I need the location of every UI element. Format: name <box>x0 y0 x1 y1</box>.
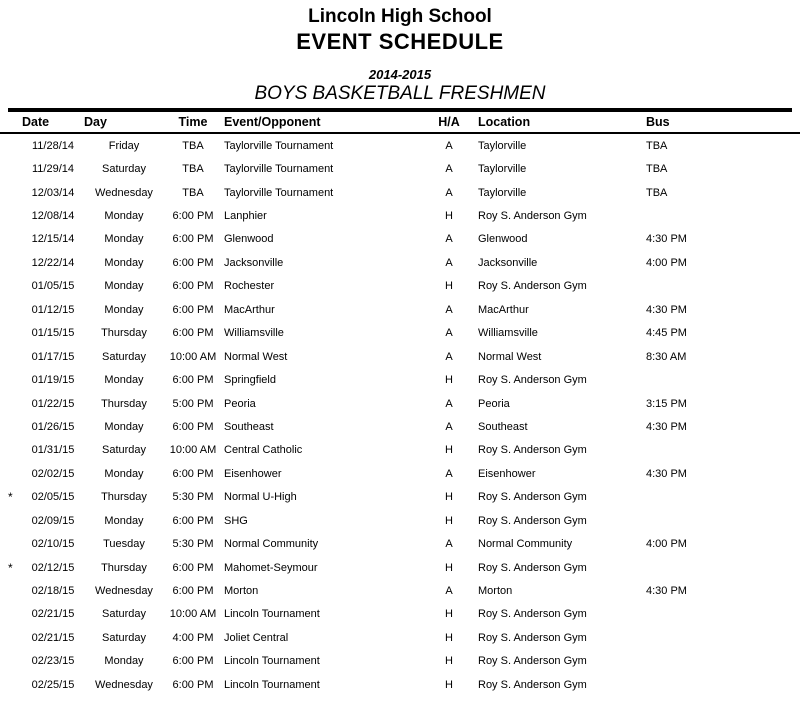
time-cell: 6:00 PM <box>172 467 214 480</box>
location-cell: Taylorville <box>478 163 527 176</box>
date-cell: 12/03/14 <box>31 186 75 199</box>
row-flag <box>0 439 22 462</box>
row-flag <box>0 298 22 321</box>
location-cell: Roy S. Anderson Gym <box>478 374 587 387</box>
time-cell: TBA <box>182 163 204 176</box>
location-cell: Taylorville <box>478 186 527 199</box>
homeaway-column-header: H/A <box>428 112 470 133</box>
location-cell: Roy S. Anderson Gym <box>478 655 587 668</box>
day-cell: Monday <box>104 210 144 223</box>
event-cell: Normal Community <box>224 538 319 551</box>
table-row <box>0 228 800 251</box>
location-cell: Taylorville <box>478 139 527 152</box>
day-cell: Thursday <box>101 327 147 340</box>
location-cell: Peoria <box>478 397 510 410</box>
event-cell: Peoria <box>224 397 256 410</box>
homeaway-cell: H <box>445 210 453 223</box>
location-cell: Roy S. Anderson Gym <box>478 280 587 293</box>
time-cell: 6:00 PM <box>172 561 214 574</box>
time-cell: 6:00 PM <box>172 327 214 340</box>
row-flag <box>0 204 22 227</box>
bus-cell <box>638 603 800 626</box>
bus-cell: 4:00 PM <box>646 538 687 551</box>
table-row <box>0 603 800 626</box>
date-cell: 12/22/14 <box>31 256 75 269</box>
bus-cell: 4:30 PM <box>646 303 687 316</box>
row-flag <box>0 532 22 555</box>
bus-cell <box>638 368 800 391</box>
row-flag <box>0 650 22 673</box>
event-cell: Southeast <box>224 420 274 433</box>
day-cell: Monday <box>104 374 144 387</box>
row-flag <box>0 579 22 602</box>
time-cell: 6:00 PM <box>172 678 214 691</box>
schedule-rows <box>0 133 800 697</box>
time-cell: 6:00 PM <box>172 280 214 293</box>
day-column-header: Day <box>84 112 164 133</box>
row-flag <box>0 228 22 251</box>
date-cell: 01/05/15 <box>31 280 75 293</box>
row-flag <box>0 251 22 274</box>
table-row <box>0 345 800 368</box>
day-cell: Monday <box>104 256 144 269</box>
date-cell: 12/08/14 <box>31 210 75 223</box>
title-block <box>0 6 800 105</box>
homeaway-cell: A <box>445 538 453 551</box>
location-cell: Glenwood <box>478 233 528 246</box>
day-cell: Monday <box>104 655 144 668</box>
day-cell: Saturday <box>101 444 147 457</box>
homeaway-cell: H <box>445 280 453 293</box>
event-cell: Taylorville Tournament <box>224 163 334 176</box>
row-flag <box>0 626 22 649</box>
bus-cell: 4:45 PM <box>646 327 687 340</box>
bus-cell: TBA <box>646 139 668 152</box>
location-cell: Southeast <box>478 420 528 433</box>
time-cell: 6:00 PM <box>172 374 214 387</box>
homeaway-cell: H <box>445 491 453 504</box>
day-cell: Monday <box>104 233 144 246</box>
bus-cell <box>638 439 800 462</box>
event-cell: Jacksonville <box>224 256 284 269</box>
row-flag <box>0 415 22 438</box>
time-cell: 6:00 PM <box>172 420 214 433</box>
homeaway-cell: H <box>445 608 453 621</box>
event-cell: Lincoln Tournament <box>224 608 320 621</box>
day-cell: Wednesday <box>95 678 153 691</box>
day-cell: Thursday <box>101 561 147 574</box>
row-flag: * <box>8 490 13 505</box>
day-cell: Monday <box>104 280 144 293</box>
date-cell: 02/18/15 <box>31 585 75 598</box>
day-cell: Monday <box>104 303 144 316</box>
location-cell: Roy S. Anderson Gym <box>478 608 587 621</box>
event-cell: Normal U-High <box>224 491 297 504</box>
time-cell: 4:00 PM <box>172 631 214 644</box>
bus-cell: TBA <box>646 186 668 199</box>
day-cell: Monday <box>104 514 144 527</box>
date-cell: 01/31/15 <box>31 444 75 457</box>
bus-cell <box>638 650 800 673</box>
bus-cell <box>638 673 800 696</box>
date-cell: 01/19/15 <box>31 374 75 387</box>
location-cell: Jacksonville <box>478 256 538 269</box>
time-column-header: Time <box>164 112 222 133</box>
table-row <box>0 368 800 391</box>
homeaway-cell: A <box>445 467 453 480</box>
location-cell: Normal Community <box>478 538 573 551</box>
flag-column-header <box>0 112 22 133</box>
bus-cell: 4:30 PM <box>646 420 687 433</box>
date-cell: 02/02/15 <box>31 467 75 480</box>
bus-cell <box>638 204 800 227</box>
event-cell: SHG <box>224 514 248 527</box>
team-subtitle: BOYS BASKETBALL FRESHMEN <box>254 83 546 104</box>
date-cell: 02/21/15 <box>31 608 75 621</box>
date-cell: 02/05/15 <box>31 491 75 504</box>
date-cell: 02/23/15 <box>31 655 75 668</box>
date-cell: 02/10/15 <box>31 538 75 551</box>
location-cell: Morton <box>478 585 513 598</box>
bus-cell: 3:15 PM <box>646 397 687 410</box>
table-row <box>0 275 800 298</box>
day-cell: Monday <box>104 467 144 480</box>
day-cell: Wednesday <box>95 585 153 598</box>
event-cell: Glenwood <box>224 233 274 246</box>
date-cell: 01/15/15 <box>31 327 75 340</box>
time-cell: 10:00 AM <box>169 608 217 621</box>
day-cell: Saturday <box>101 350 147 363</box>
location-cell: MacArthur <box>478 303 529 316</box>
row-flag <box>0 345 22 368</box>
date-cell: 02/09/15 <box>31 514 75 527</box>
bus-cell: 4:30 PM <box>646 467 687 480</box>
table-row <box>0 439 800 462</box>
date-cell: 12/15/14 <box>31 233 75 246</box>
table-row <box>0 133 800 157</box>
date-cell: 01/17/15 <box>31 350 75 363</box>
row-flag <box>0 181 22 204</box>
event-cell: Joliet Central <box>224 631 289 644</box>
homeaway-cell: A <box>445 303 453 316</box>
day-cell: Wednesday <box>95 186 153 199</box>
table-row <box>0 251 800 274</box>
event-cell: Morton <box>224 585 259 598</box>
homeaway-cell: H <box>445 655 453 668</box>
homeaway-cell: A <box>445 350 453 363</box>
bus-cell: 4:00 PM <box>646 256 687 269</box>
homeaway-cell: A <box>445 163 453 176</box>
school-name: Lincoln High School <box>308 6 492 27</box>
row-flag <box>0 462 22 485</box>
date-column-header: Date <box>22 112 84 133</box>
event-cell: Williamsville <box>224 327 284 340</box>
season-label: 2014-2015 <box>368 67 432 82</box>
bus-cell: 4:30 PM <box>646 233 687 246</box>
table-row <box>0 204 800 227</box>
table-row <box>0 415 800 438</box>
time-cell: 10:00 AM <box>169 444 217 457</box>
date-cell: 02/21/15 <box>31 631 75 644</box>
bus-cell <box>638 275 800 298</box>
date-cell: 01/26/15 <box>31 420 75 433</box>
location-cell: Roy S. Anderson Gym <box>478 210 587 223</box>
bus-cell <box>638 486 800 509</box>
table-header <box>0 112 800 133</box>
location-cell: Roy S. Anderson Gym <box>478 631 587 644</box>
schedule-table <box>0 112 800 697</box>
time-cell: 6:00 PM <box>172 585 214 598</box>
date-cell: 02/12/15 <box>31 561 75 574</box>
homeaway-cell: A <box>445 139 453 152</box>
homeaway-cell: A <box>445 397 453 410</box>
day-cell: Tuesday <box>103 538 145 551</box>
bus-cell <box>638 626 800 649</box>
table-row <box>0 579 800 602</box>
row-flag <box>0 133 22 157</box>
event-cell: Lanphier <box>224 210 267 223</box>
day-cell: Saturday <box>101 163 147 176</box>
table-row <box>0 392 800 415</box>
location-cell: Roy S. Anderson Gym <box>478 678 587 691</box>
bus-cell <box>638 509 800 532</box>
time-cell: TBA <box>182 139 204 152</box>
location-cell: Eisenhower <box>478 467 536 480</box>
date-cell: 01/12/15 <box>31 303 75 316</box>
table-row <box>0 298 800 321</box>
homeaway-cell: A <box>445 420 453 433</box>
table-row <box>0 462 800 485</box>
homeaway-cell: H <box>445 561 453 574</box>
location-cell: Roy S. Anderson Gym <box>478 444 587 457</box>
event-cell: Mahomet-Seymour <box>224 561 318 574</box>
homeaway-cell: H <box>445 514 453 527</box>
time-cell: 5:30 PM <box>172 491 214 504</box>
table-row <box>0 626 800 649</box>
day-cell: Saturday <box>101 631 147 644</box>
row-flag: * <box>8 560 13 575</box>
location-cell: Williamsville <box>478 327 538 340</box>
row-flag <box>0 368 22 391</box>
row-flag <box>0 322 22 345</box>
event-cell: Springfield <box>224 374 276 387</box>
table-row <box>0 322 800 345</box>
time-cell: 5:30 PM <box>172 538 214 551</box>
table-row <box>0 532 800 555</box>
table-row <box>0 556 800 579</box>
date-cell: 01/22/15 <box>31 397 75 410</box>
row-flag <box>0 673 22 696</box>
event-cell: Rochester <box>224 280 275 293</box>
homeaway-cell: A <box>445 256 453 269</box>
table-row <box>0 181 800 204</box>
day-cell: Saturday <box>101 608 147 621</box>
table-row <box>0 486 800 509</box>
table-row <box>0 509 800 532</box>
event-cell: Lincoln Tournament <box>224 655 320 668</box>
day-cell: Monday <box>104 420 144 433</box>
time-cell: 5:00 PM <box>172 397 214 410</box>
homeaway-cell: H <box>445 631 453 644</box>
time-cell: 10:00 AM <box>169 350 217 363</box>
location-cell: Roy S. Anderson Gym <box>478 561 587 574</box>
homeaway-cell: A <box>445 585 453 598</box>
day-cell: Thursday <box>101 491 147 504</box>
table-row <box>0 673 800 696</box>
event-cell: MacArthur <box>224 303 275 316</box>
row-flag <box>0 603 22 626</box>
location-cell: Roy S. Anderson Gym <box>478 491 587 504</box>
homeaway-cell: H <box>445 374 453 387</box>
location-cell: Roy S. Anderson Gym <box>478 514 587 527</box>
bus-cell: 4:30 PM <box>646 585 687 598</box>
homeaway-cell: A <box>445 186 453 199</box>
page-title: EVENT SCHEDULE <box>296 29 504 54</box>
time-cell: TBA <box>182 186 204 199</box>
location-column-header: Location <box>470 112 638 133</box>
bus-column-header: Bus <box>638 112 800 133</box>
time-cell: 6:00 PM <box>172 233 214 246</box>
date-cell: 11/28/14 <box>31 139 74 152</box>
row-flag <box>0 509 22 532</box>
homeaway-cell: H <box>445 444 453 457</box>
bus-cell: 8:30 AM <box>646 350 687 363</box>
table-row <box>0 650 800 673</box>
location-cell: Normal West <box>478 350 542 363</box>
event-column-header: Event/Opponent <box>222 112 428 133</box>
event-cell: Central Catholic <box>224 444 303 457</box>
day-cell: Friday <box>108 139 140 152</box>
time-cell: 6:00 PM <box>172 655 214 668</box>
date-cell: 11/29/14 <box>31 163 74 176</box>
event-cell: Taylorville Tournament <box>224 186 334 199</box>
row-flag <box>0 275 22 298</box>
time-cell: 6:00 PM <box>172 256 214 269</box>
time-cell: 6:00 PM <box>172 210 214 223</box>
bus-cell <box>638 556 800 579</box>
table-row <box>0 157 800 180</box>
time-cell: 6:00 PM <box>172 303 214 316</box>
time-cell: 6:00 PM <box>172 514 214 527</box>
homeaway-cell: A <box>445 327 453 340</box>
homeaway-cell: A <box>445 233 453 246</box>
row-flag <box>0 157 22 180</box>
event-cell: Lincoln Tournament <box>224 678 320 691</box>
homeaway-cell: H <box>445 678 453 691</box>
event-cell: Normal West <box>224 350 288 363</box>
event-cell: Taylorville Tournament <box>224 139 334 152</box>
event-cell: Eisenhower <box>224 467 282 480</box>
bus-cell: TBA <box>646 163 668 176</box>
date-cell: 02/25/15 <box>31 678 75 691</box>
day-cell: Thursday <box>101 397 147 410</box>
row-flag <box>0 392 22 415</box>
